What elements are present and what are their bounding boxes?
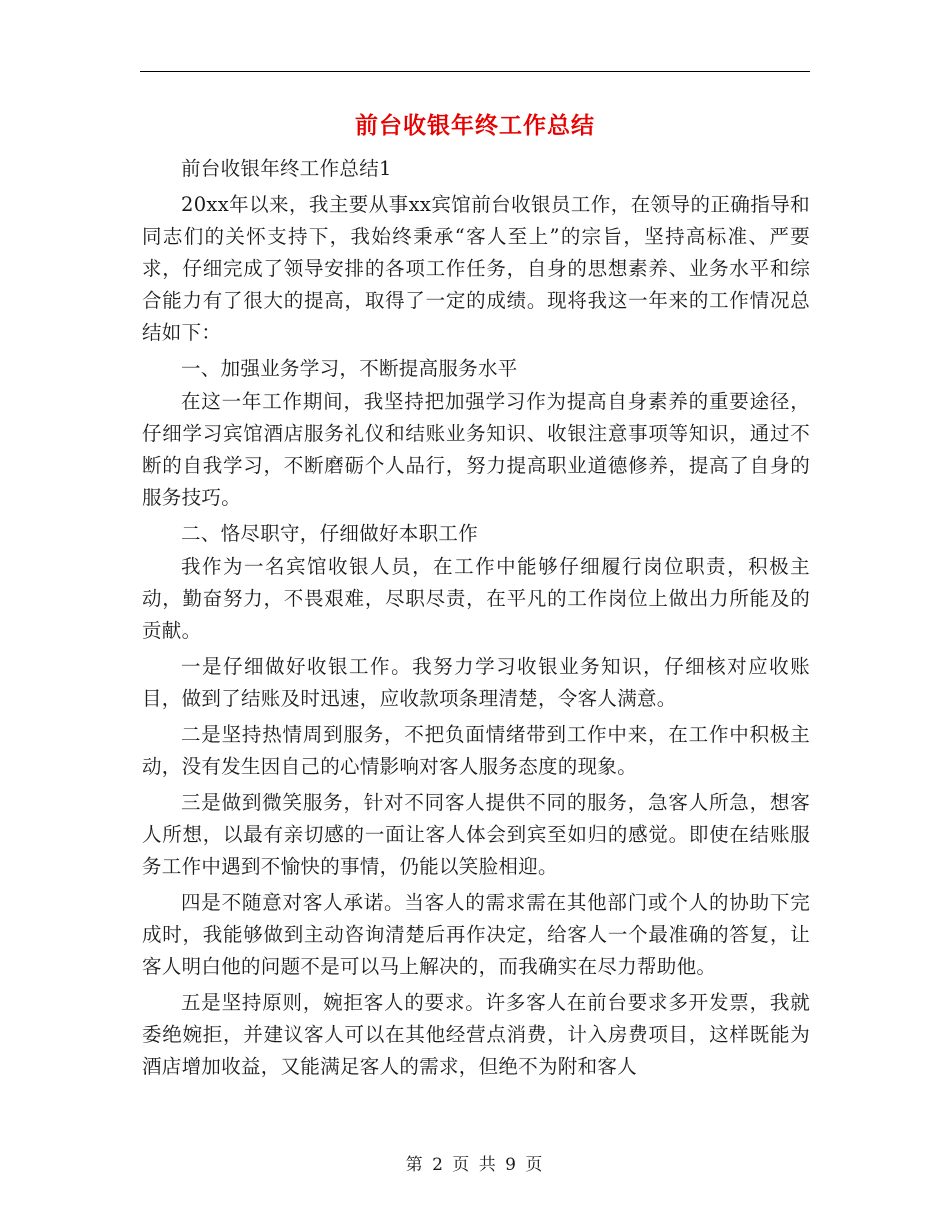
point-2-paragraph: 二是坚持热情周到服务，不把负面情绪带到工作中来，在工作中积极主动，没有发生因自己的心情影响对客人服务态度的现象。 <box>142 723 810 778</box>
section-heading-1: 一、加强业务学习，不断提高服务水平 <box>181 357 518 380</box>
point-1-paragraph: 一是仔细做好收银工作。我努力学习收银业务知识，仔细核对应收账目，做到了结账及时迅速，应收款项条理清楚，令客人满意。 <box>142 655 810 710</box>
point-5-paragraph: 五是坚持原则，婉拒客人的要求。许多客人在前台要求多开发票，我就委绝婉拒，并建议客人可以在其他经营点消费，计入房费项目，这样既能为酒店增加收益，又能满足客人的需求，但绝不为附和客人 <box>142 991 810 1078</box>
page-number-footer: 第 2 页 共 9 页 <box>405 1155 545 1175</box>
header-rule <box>140 71 810 72</box>
subtitle-paragraph: 前台收银年终工作总结1 <box>181 157 392 180</box>
section-heading-2: 二、恪尽职守，仔细做好本职工作 <box>181 522 479 545</box>
point-4-paragraph: 四是不随意对客人承诺。当客人的需求需在其他部门或个人的协助下完成时，我能够做到主动咨询清楚后再作决定，给客人一个最准确的答复，让客人明白他的问题不是可以马上解决的，而我确实在尽力帮助他。 <box>142 891 810 978</box>
intro-paragraph: 20xx年以来，我主要从事xx宾馆前台收银员工作，在领导的正确指导和同志们的关怀支持下，我始终秉承“客人至上”的宗旨，坚持高标准、严要求，仔细完成了领导安排的各项工作任务，自身的思想素养、业务水平和综合能力有了很大的提高，取得了一定的成绩。现将我这一年来的工作情况总结如下： <box>142 193 810 344</box>
section-2-paragraph: 我作为一名宾馆收银人员，在工作中能够仔细履行岗位职责，积极主动，勤奋努力，不畏艰难，尽职尽责，在平凡的工作岗位上做出力所能及的贡献。 <box>142 555 810 642</box>
point-3-paragraph: 三是做到微笑服务，针对不同客人提供不同的服务，急客人所急，想客人所想，以最有亲切感的一面让客人体会到宾至如归的感觉。即使在结账服务工作中遇到不愉快的事情，仍能以笑脸相迎。 <box>142 791 810 878</box>
section-1-paragraph: 在这一年工作期间，我坚持把加强学习作为提高自身素养的重要途径，仔细学习宾馆酒店服务礼仪和结账业务知识、收银注意事项等知识，通过不断的自我学习，不断磨砺个人品行，努力提高职业道德修养，提高了自身的服务技巧。 <box>142 390 810 509</box>
document-body <box>142 153 810 1087</box>
document-title: 前台收银年终工作总结 <box>355 113 595 139</box>
